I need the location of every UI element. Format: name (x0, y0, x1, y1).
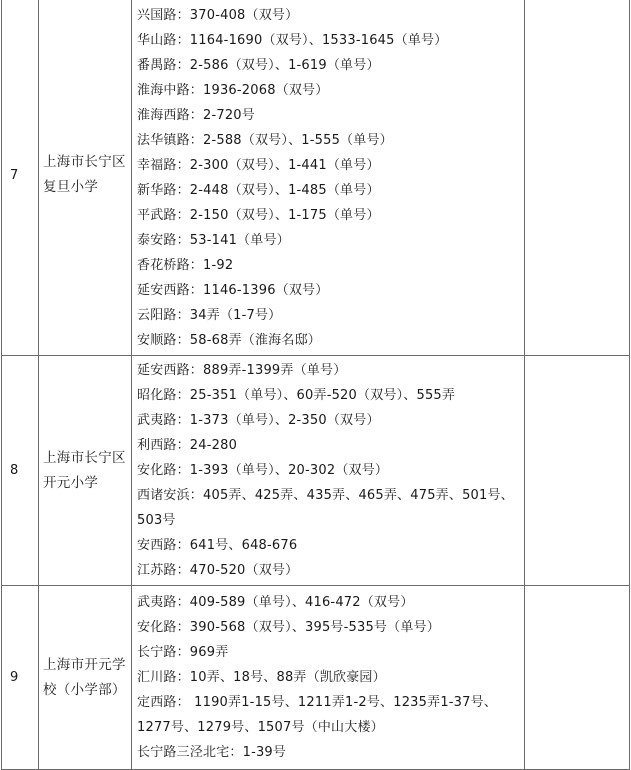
road-entry: 延安西路：889弄-1399弄（单号） (137, 363, 347, 378)
school-name: 上海市长宁区复旦小学 (39, 0, 132, 356)
road-entry: 平武路：2-150（双号）、1-175（单号） (137, 208, 380, 223)
road-entry: 新华路：2-448（双号）、1-485（单号） (137, 183, 380, 198)
row-number: 8 (2, 356, 39, 586)
road-entry: 香花桥路：1-92 (137, 258, 234, 273)
road-entry: 武夷路：1-373（单号）、2-350（双号） (137, 413, 380, 428)
road-entry: 长宁路三泾北宅：1-39号 (137, 745, 287, 760)
row-number: 9 (2, 586, 39, 770)
empty-cell (525, 0, 630, 356)
empty-cell (525, 586, 630, 770)
road-entry: 兴国路：370-408（双号） (137, 8, 299, 23)
empty-cell (525, 356, 630, 586)
road-entry: 昭化路：25-351（单号）、60弄-520（双号）、555弄 (137, 388, 456, 403)
road-entry: 武夷路：409-589（单号）、416-472（双号） (137, 595, 414, 610)
road-entry: 安西路：641号、648-676 (137, 538, 298, 553)
road-entry: 汇川路：10弄、18号、88弄（凯欣豪园） (137, 670, 386, 685)
road-list (132, 586, 525, 770)
road-entry: 江苏路：470-520（双号） (137, 563, 299, 578)
road-entry: 淮海西路：2-720号 (137, 108, 255, 123)
road-entry: 云阳路：34弄（1-7号） (137, 308, 282, 323)
road-entry: 长宁路：969弄 (137, 645, 229, 660)
road-entry: 利西路：24-280 (137, 438, 238, 453)
road-entry: 泰安路：53-141（单号） (137, 233, 290, 248)
row-number: 7 (2, 0, 39, 356)
road-entry: 安顺路：58-68弄（淮海名邸） (137, 333, 321, 348)
road-entry: 西诸安浜：405弄、425弄、435弄、465弄、475弄、501号、503号 (137, 488, 514, 528)
school-name: 上海市开元学校（小学部） (39, 586, 132, 770)
road-entry: 安化路：390-568（双号）、395号-535号（单号） (137, 620, 440, 635)
road-entry: 延安西路：1146-1396（双号） (137, 283, 329, 298)
road-entry: 幸福路：2-300（双号）、1-441（单号） (137, 158, 380, 173)
road-list (132, 356, 525, 586)
road-list (132, 0, 525, 356)
table-row (2, 356, 630, 586)
road-entry: 法华镇路：2-588（双号）、1-555（单号） (137, 133, 393, 148)
school-name: 上海市长宁区开元小学 (39, 356, 132, 586)
table-row (2, 586, 630, 770)
road-entry: 安化路：1-393（单号）、20-302（双号） (137, 463, 389, 478)
road-entry: 淮海中路：1936-2068（双号） (137, 83, 329, 98)
road-entry: 番禺路：2-586（双号）、1-619（单号） (137, 58, 380, 73)
school-district-table (1, 0, 630, 770)
road-entry: 定西路： 1190弄1-15号、1211弄1-2号、1235弄1-37号、1277号、1279号、1507号（中山大楼） (137, 695, 498, 735)
table-row (2, 0, 630, 356)
road-entry: 华山路：1164-1690（双号）、1533-1645（单号） (137, 33, 448, 48)
